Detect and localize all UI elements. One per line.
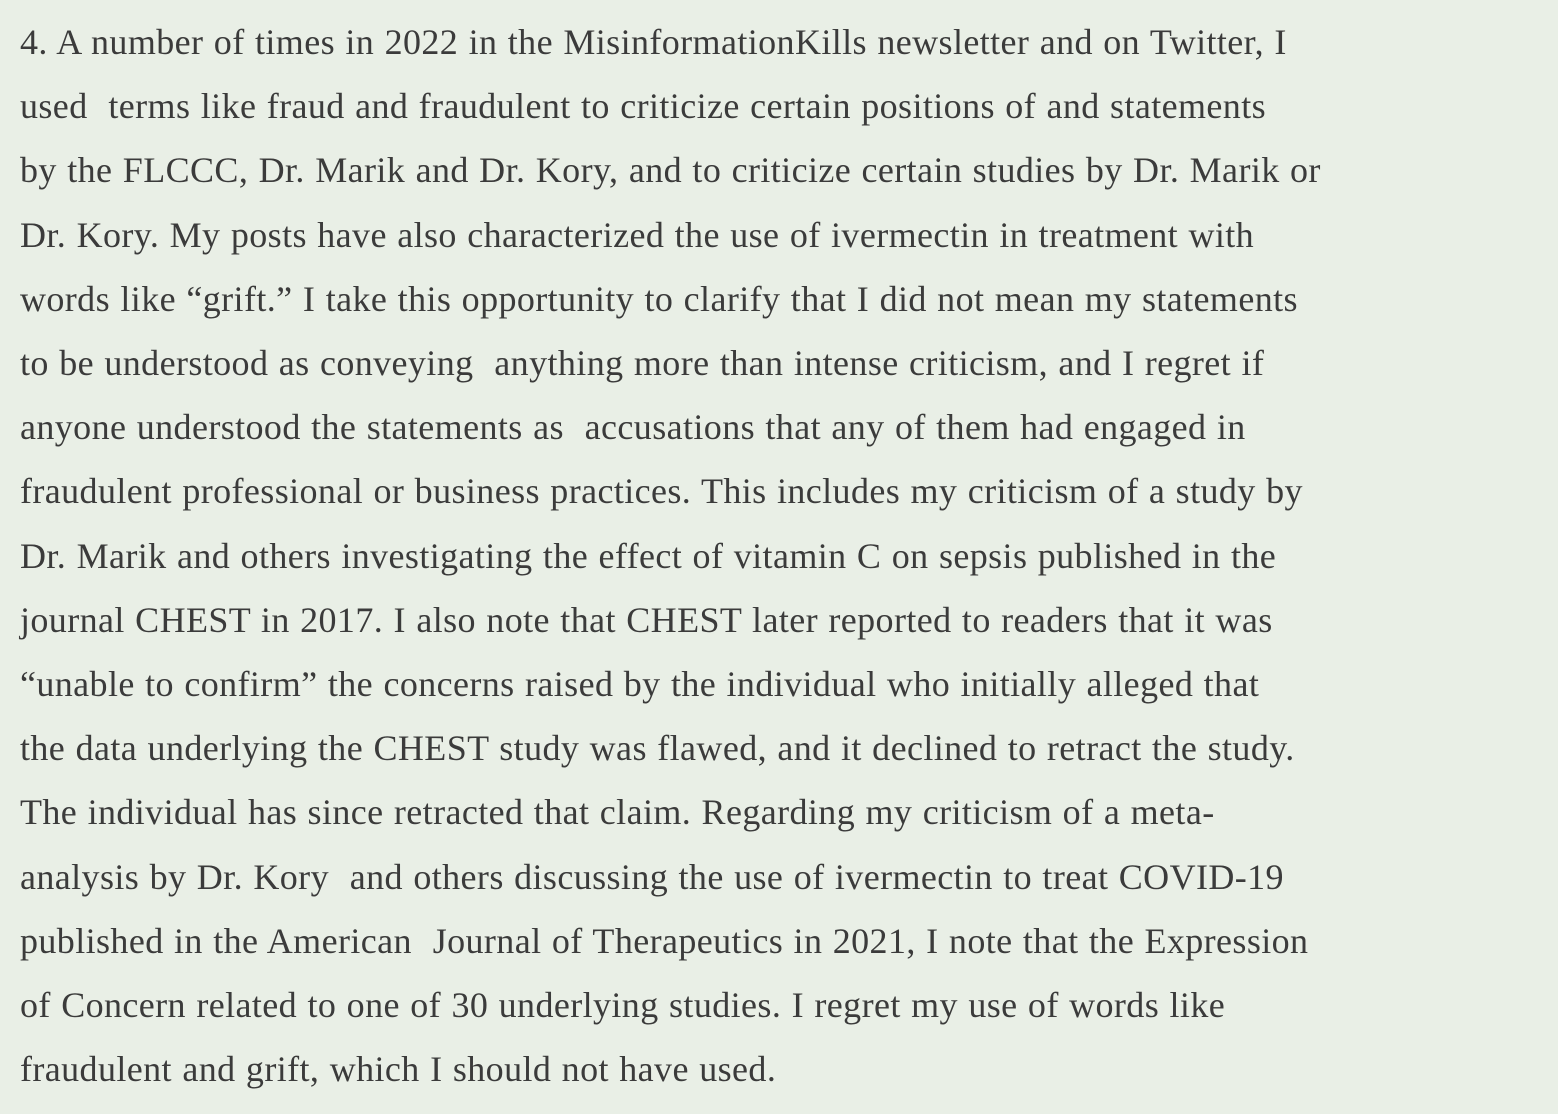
text-line: Dr. Kory. My posts have also characterized the use of ivermectin in treatment with (20, 214, 1255, 255)
text-line: fraudulent and grift, which I should not have used. (20, 1049, 777, 1090)
text-line: to be understood as conveying anything more than intense criticism, and I regret if (20, 343, 1265, 384)
text-line: 4. A number of times in 2022 in the MisinformationKills newsletter and on Twitter, I (20, 22, 1287, 62)
text-line: anyone understood the statements as accusations that any of them had engaged in (20, 407, 1246, 448)
statement-paragraph (20, 10, 1538, 1101)
text-line: of Concern related to one of 30 underlying studies. I regret my use of words like (20, 985, 1226, 1026)
text-line: published in the American Journal of Therapeutics in 2021, I note that the Expression (20, 920, 1309, 961)
text-line: “unable to confirm” the concerns raised by the individual who initially alleged that (20, 664, 1260, 705)
text-line: analysis by Dr. Kory and others discussing the use of ivermectin to treat COVID-19 (20, 856, 1284, 897)
text-line: the data underlying the CHEST study was flawed, and it declined to retract the study. (20, 728, 1295, 769)
text-line: used terms like fraud and fraudulent to criticize certain positions of and statements (20, 86, 1267, 127)
text-line: The individual has since retracted that claim. Regarding my criticism of a meta- (20, 792, 1215, 833)
text-line: words like “grift.” I take this opportunity to clarify that I did not mean my statements (20, 278, 1298, 319)
text-line: by the FLCCC, Dr. Marik and Dr. Kory, and to criticize certain studies by Dr. Marik or (20, 150, 1321, 191)
text-line: journal CHEST in 2017. I also note that CHEST later reported to readers that it was (20, 599, 1273, 640)
text-line: Dr. Marik and others investigating the effect of vitamin C on sepsis published in the (20, 535, 1277, 576)
text-line: fraudulent professional or business practices. This includes my criticism of a study by (20, 471, 1303, 512)
